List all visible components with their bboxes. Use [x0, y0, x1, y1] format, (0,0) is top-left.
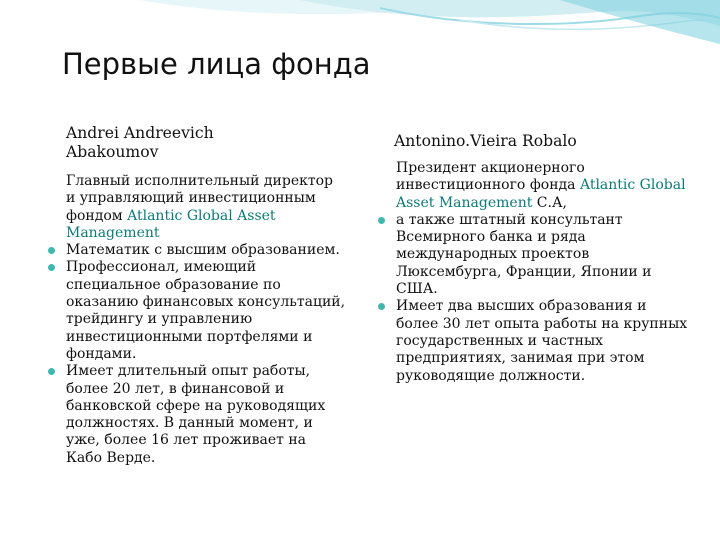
right-column: [376, 132, 691, 385]
bullet-icon: [378, 303, 385, 310]
left-column: [46, 124, 346, 467]
person-name: Antonino.Vieira Robalo: [394, 132, 577, 150]
bullet-text: Имеет два высших образования и более 30 лет опыта работы на крупных государственных и частных предприятиях, занимая при этом руководящие должности.: [396, 298, 688, 384]
bullet-item: [376, 212, 691, 298]
bullet-icon: [48, 368, 55, 375]
intro-text-part: Президент акционерного инвестиционного фонда: [396, 160, 585, 194]
page-title: Первые лица фонда: [62, 47, 371, 81]
bullet-item: [46, 259, 346, 363]
person-name: Andrei Andreevich Abakoumov: [66, 124, 214, 161]
intro-text: [376, 160, 691, 212]
bullet-icon: [48, 264, 55, 271]
bullet-text: а также штатный консультант Всемирного банка и ряда международных проектов Люксембурга, Франции, Японии и США.: [396, 211, 652, 298]
intro-text: [46, 173, 346, 242]
bullet-item: [376, 298, 691, 384]
intro-text-part: С.А,: [532, 194, 568, 211]
bullet-text: Имеет длительный опыт работы, более 20 лет, в финансовой и банковской сфере на руководящих должностях. В данный момент, и уже, более 16 лет проживает на Кабо Верде.: [66, 363, 326, 466]
company-name: Atlantic Global Asset Management: [66, 207, 276, 241]
bullet-text: Математик с высшим образованием.: [66, 242, 340, 259]
company-name: Atlantic Global Asset Management: [396, 177, 686, 211]
bullet-icon: [378, 217, 385, 224]
bullet-item: [46, 363, 346, 467]
bullet-icon: [48, 247, 55, 254]
bullet-item: [46, 242, 346, 259]
intro-text-part: Главный исполнительный директор и управляющий инвестиционным фондом: [66, 173, 334, 224]
bullet-text: Профессионал, имеющий специальное образование по оказанию финансовых консультаций, трейдингу и управлению инвестиционными портфелями и фондами.: [66, 259, 346, 362]
